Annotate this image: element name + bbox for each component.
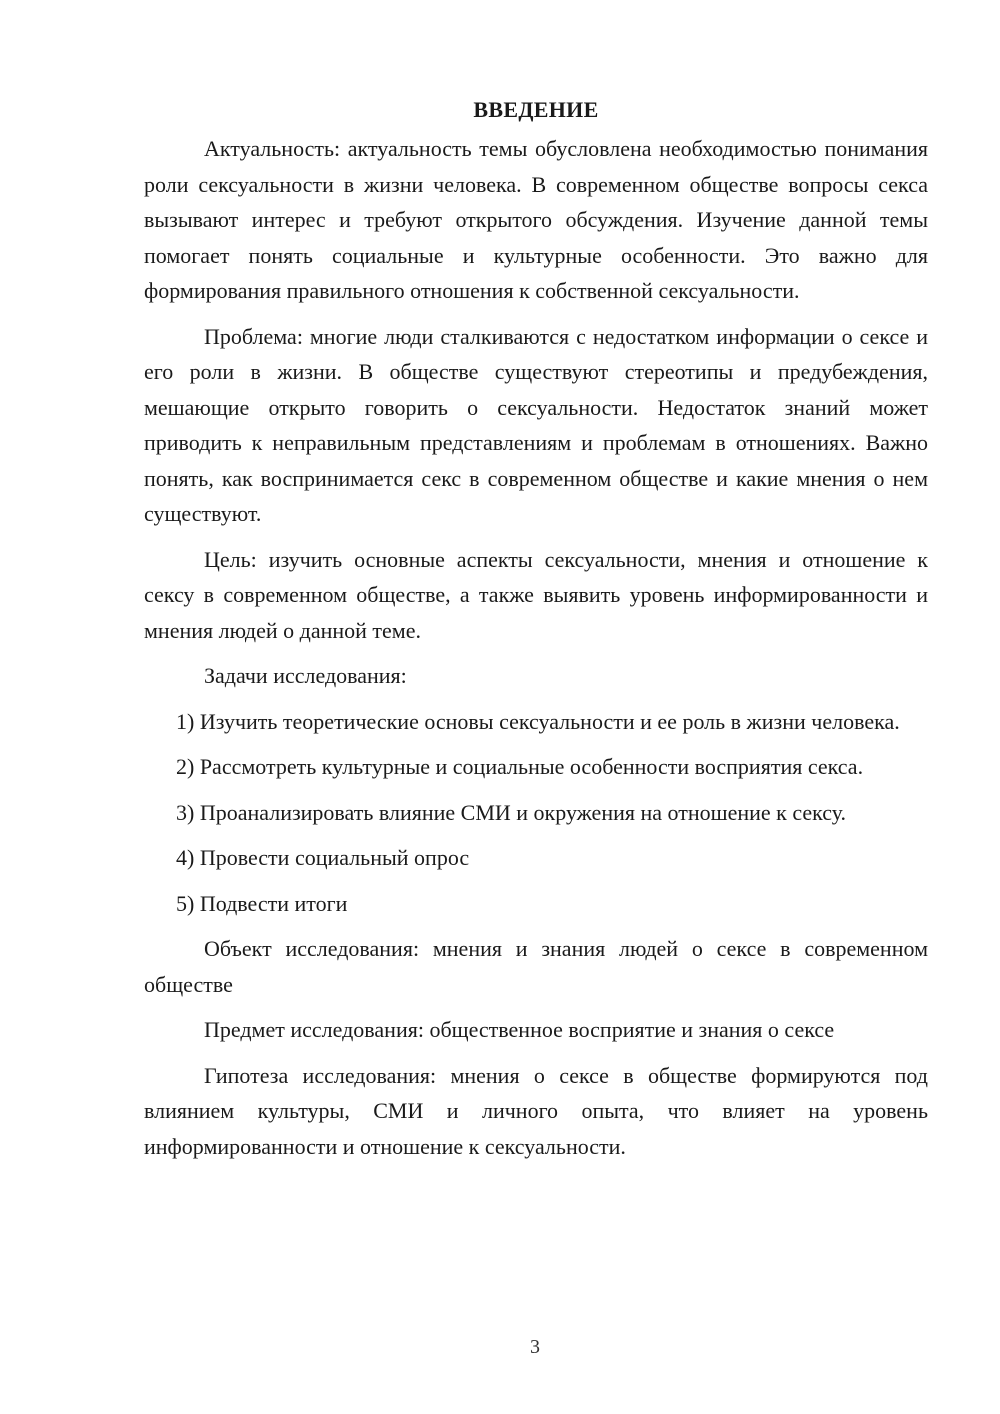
paragraph-relevance: Актуальность: актуальность темы обусловлена необходимостью понимания роли сексуальности в жизни человека. В современном обществе вопросы секса вызывают интерес и требуют открытого обсуждения. Изучение данной темы помогает понять социальные и культурные особенности. Это важно для формирования правильного отношения к собственной сексуальности. <box>144 136 928 303</box>
paragraph-subject: Предмет исследования: общественное восприятие и знания о сексе <box>204 1017 835 1042</box>
document-page <box>144 92 928 1164</box>
task-item-4: 4) Провести социальный опрос <box>176 845 470 870</box>
paragraph-hypothesis: Гипотеза исследования: мнения о сексе в обществе формируются под влиянием культуры, СМИ и личного опыта, что влияет на уровень информированности и отношение к сексуальности. <box>144 1062 928 1159</box>
paragraph-goal: Цель: изучить основные аспекты сексуальности, мнения и отношение к сексу в современном обществе, а также выявить уровень информированности и мнения людей о данной теме. <box>144 546 928 643</box>
paragraph-problem: Проблема: многие люди сталкиваются с недостатком информации о сексе и его роли в жизни. В обществе существуют стереотипы и предубеждения, мешающие открыто говорить о сексуальности. Недостаток знаний может приводить к неправильным представлениям и проблемам в отношениях. Важно понять, как воспринимается секс в современном обществе и какие мнения о нем существуют. <box>144 323 928 526</box>
tasks-heading: Задачи исследования: <box>204 663 407 688</box>
task-item-3: 3) Проанализировать влияние СМИ и окружения на отношение к сексу. <box>176 799 847 825</box>
task-item-5: 5) Подвести итоги <box>176 890 348 916</box>
paragraph-object: Объект исследования: мнения и знания людей о сексе в современном обществе <box>144 936 928 997</box>
page-number: 3 <box>530 1336 540 1358</box>
task-item-2: 2) Рассмотреть культурные и социальные особенности восприятия секса. <box>176 754 864 779</box>
task-item-1: 1) Изучить теоретические основы сексуальности и ее роль в жизни человека. <box>176 708 900 734</box>
section-title: ВВЕДЕНИЕ <box>473 97 599 122</box>
